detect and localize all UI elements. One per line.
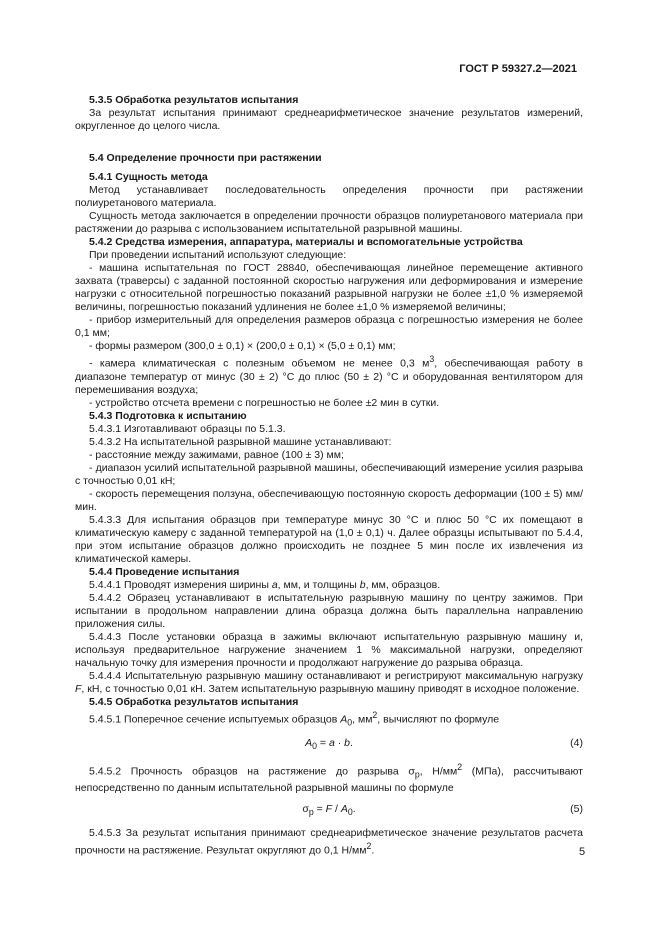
paragraph: За результат испытания принимают среднеарифметическое значение результатов измерений, округленное до целого числа. xyxy=(75,107,583,132)
page-number: 5 xyxy=(579,846,586,858)
formula-number: (4) xyxy=(570,737,583,750)
paragraph: Сущность метода заключается в определении прочности образцов полиуретанового материала при растяжении до разрыва с использованием испытательной разрывной машины. xyxy=(75,210,583,235)
list-item: - формы размером (300,0 ± 0,1) × (200,0 ± 0,1) × (5,0 ± 0,1) мм; xyxy=(89,340,396,352)
formula-expression: $\sigma_р = F / A_0$. xyxy=(302,802,356,817)
paragraph: 5.4.5.3 За результат испытания принимают среднеарифметическое значение результатов расчета прочности на растяжение. Результат округляют до 0,1 $Н/мм^2$. xyxy=(75,826,583,857)
paragraph: 5.4.5.2 Прочность образцов на растяжение до разрыва $\sigma_р$, $Н/мм^2$ (МПа), рассчитывают непосредственно по данным испытательной разрывной машины по формуле xyxy=(75,762,583,794)
heading-5-4-3: 5.4.3 Подготовка к испытанию xyxy=(89,409,247,422)
paragraph: 5.4.4.1 Проводят измерения ширины a, мм, и толщины b, мм, образцов. xyxy=(89,578,441,591)
formula-5 xyxy=(75,803,583,818)
heading-5-4-2: 5.4.2 Средства измерения, аппаратура, материалы и вспомогательные устройства xyxy=(89,236,523,248)
heading-5-4: 5.4 Определение прочности при растяжении xyxy=(89,152,322,164)
list-item: - прибор измерительный для определения размеров образца с погрешностью измерения не более 0,1 мм; xyxy=(75,314,583,339)
page-content xyxy=(75,94,586,858)
formula-4 xyxy=(75,737,583,752)
paragraph: 5.4.4.2 Образец устанавливают в испытательную разрывную машину по центру зажимов. При испытании в продольном направлении длина образца должна быть параллельна направлению приложения силы. xyxy=(75,591,583,630)
formula-number: (5) xyxy=(570,802,583,815)
paragraph: 5.4.4.3 После установки образца в зажимы включают испытательную разрывную машину и, используя предварительное нагружение значением 1 % максимальной нагрузки, определяют начальную точку для измерения прочности и продолжают нагружение до разрыва образца. xyxy=(75,630,583,669)
heading-5-3-5: 5.3.5 Обработка результатов испытания xyxy=(89,94,299,106)
list-item: - скорость перемещения ползуна, обеспечивающую постоянную скорость деформации (100 ± 5) мм/мин. xyxy=(75,487,583,513)
list-item: - диапазон усилий испытательной разрывной машины, обеспечивающий измерение усилия разрыва с точностью 0,01 кН; xyxy=(75,461,583,487)
heading-5-4-5: 5.4.5 Обработка результатов испытания xyxy=(89,695,299,708)
list-item: - расстояние между зажимами, равное (100 ± 3) мм; xyxy=(89,448,344,461)
heading-5-4-1: 5.4.1 Сущность метода xyxy=(89,171,208,183)
paragraph: 5.4.3.3 Для испытания образцов при температуре минус 30 °С и плюс 50 °С их помещают в климатическую камеру с заданной температурой на (1,0 ± 0,1) ч. Далее образцы испытывают по 5.4.4, при этом испытание образцов должно происходить не позднее 5 мин после их извлечения из климатической камеры. xyxy=(75,513,583,565)
paragraph: 5.4.3.2 На испытательной разрывной машине устанавливают: xyxy=(89,435,392,448)
list-item: - камера климатическая с полезным объемом не менее 0,3 $м^3$, обеспечивающая работу в диапазоне температур от минус (30 ± 2) °С до плюс (50 ± 2) °С и оборудованная вентилятором для перемешивания воздуха; xyxy=(75,354,583,396)
paragraph: При проведении испытаний используют следующие: xyxy=(89,249,347,261)
heading-5-4-4: 5.4.4 Проведение испытания xyxy=(89,565,240,578)
paragraph: Метод устанавливает последовательность определения прочности при растяжении полиуретанового материала. xyxy=(75,184,583,209)
paragraph: 5.4.4.4 Испытательную разрывную машину останавливают и регистрируют максимальную нагрузку F, кН, с точностью 0,01 кН. Затем испытательную разрывную машину приводят в исходное положение. xyxy=(75,669,583,695)
formula-expression: $A_0 = a \cdot b$. xyxy=(305,737,353,752)
paragraph: 5.4.5.1 Поперечное сечение испытуемых образцов $A_0$, $мм^2$, вычисляют по формуле xyxy=(89,709,500,728)
paragraph: 5.4.3.1 Изготавливают образцы по 5.1.3. xyxy=(89,422,286,435)
document-header-code: ГОСТ Р 59327.2—2021 xyxy=(459,63,577,75)
list-item: - устройство отсчета времени с погрешностью не более ±2 мин в сутки. xyxy=(89,396,440,409)
list-item: - машина испытательная по ГОСТ 28840, обеспечивающая линейное перемещение активного захвата (траверсы) с заданной постоянной скоростью нагружения или деформирования и измерение нагрузки с относительной погрешностью показаний разрывной нагрузки не более ±1,0 % измеряемой величины, погрешностью показаний удлинения не более ±1,0 % измеряемой величины; xyxy=(75,262,583,313)
